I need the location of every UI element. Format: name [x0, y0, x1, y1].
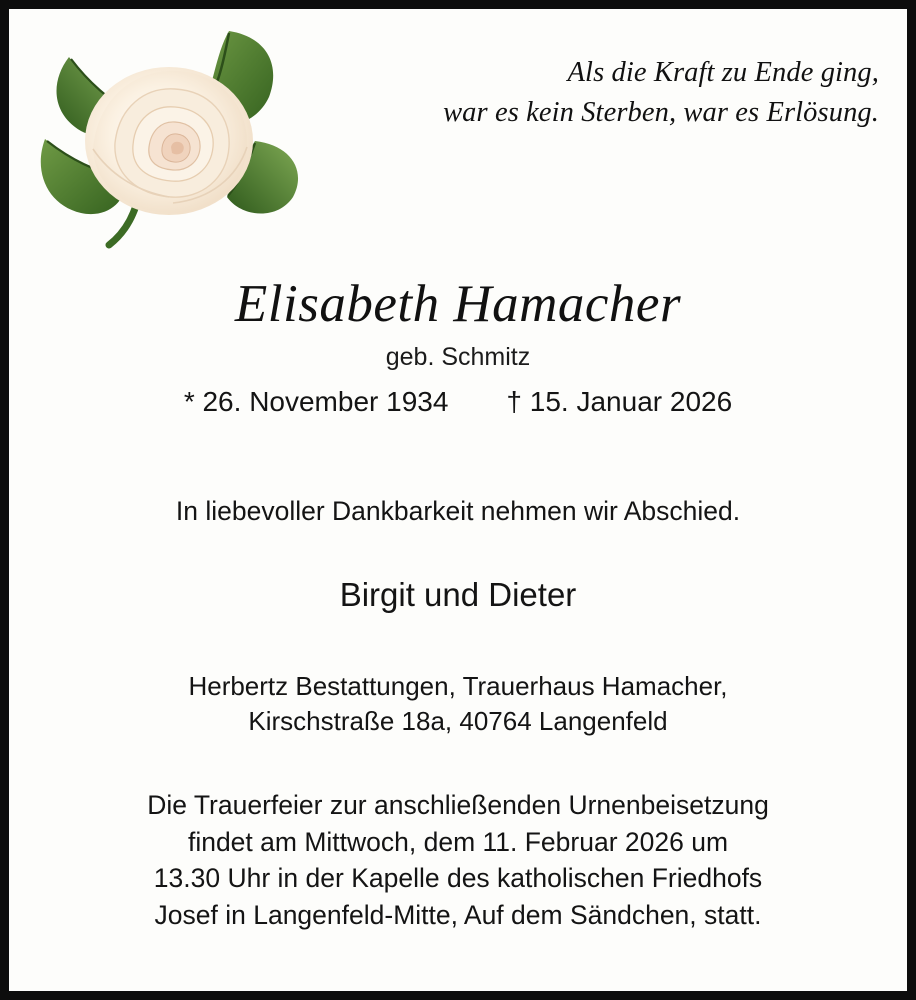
- ceremony-block: [9, 787, 907, 933]
- ceremony-line-4: Josef in Langenfeld-Mitte, Auf dem Sändchen, statt.: [154, 899, 762, 930]
- life-dates: [9, 386, 907, 418]
- ceremony-line-2: findet am Mittwoch, dem 11. Februar 2026 um: [187, 826, 729, 857]
- funeral-home-line-2: Kirschstraße 18a, 40764 Langenfeld: [248, 705, 668, 736]
- ceremony-line-1: Die Trauerfeier zur anschließenden Urnenbeisetzung: [147, 790, 769, 820]
- born-name: geb. Schmitz: [385, 342, 531, 371]
- mourners-text: Birgit und Dieter: [339, 576, 577, 613]
- birth-date: * 26. November 1934: [183, 385, 449, 417]
- death-date: † 15. Januar 2026: [506, 385, 733, 417]
- farewell-text: In liebevoller Dankbarkeit nehmen wir Abschied.: [175, 496, 741, 526]
- ceremony-line-3: 13.30 Uhr in der Kapelle des katholischen Friedhofs: [153, 863, 763, 894]
- funeral-home-line-1: Herbertz Bestattungen, Trauerhaus Hamacher,: [188, 671, 728, 701]
- name-block: [9, 277, 907, 418]
- motto-text: [259, 53, 879, 134]
- notice-inner: [9, 9, 907, 991]
- motto-line-2: war es kein Sterben, war es Erlösung.: [443, 97, 879, 129]
- funeral-home-block: [9, 669, 907, 738]
- motto-line-1: Als die Kraft zu Ende ging,: [567, 57, 879, 88]
- deceased-name: Elisabeth Hamacher: [234, 275, 682, 333]
